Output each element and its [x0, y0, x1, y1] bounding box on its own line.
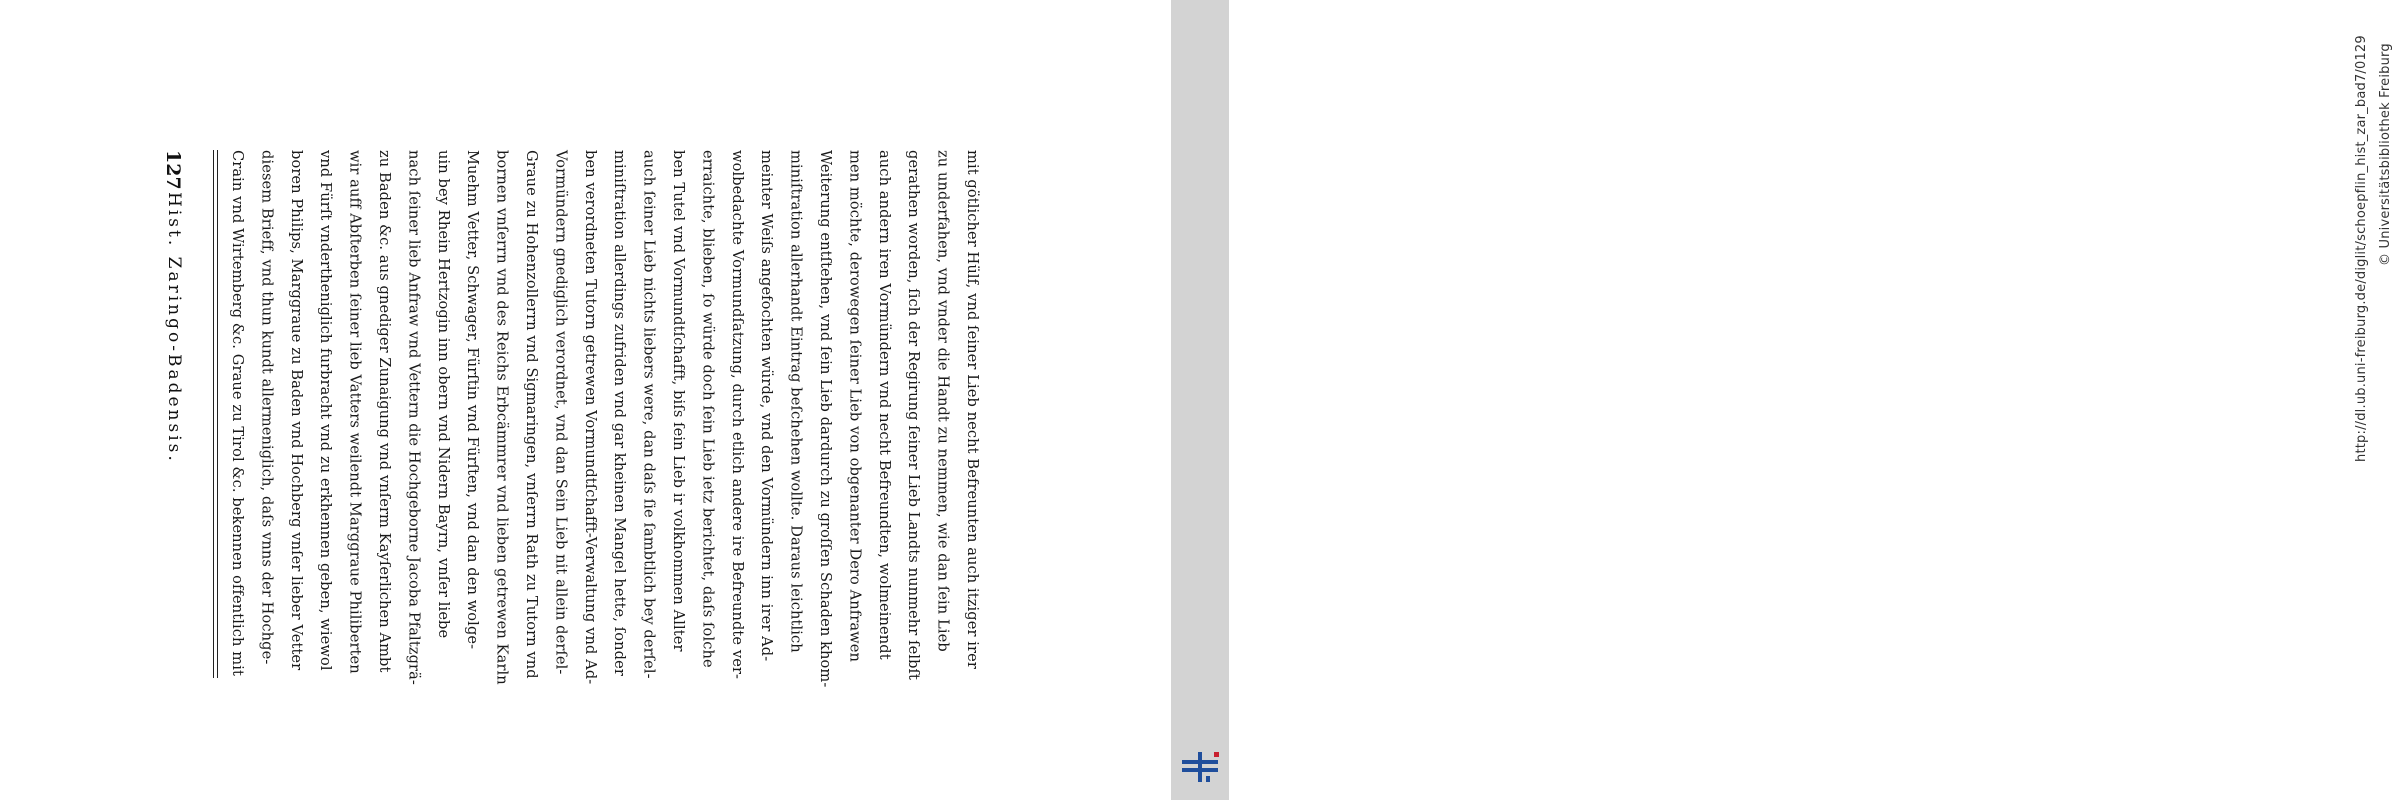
text-line: Weiterung entſtehen, vnd ſein Lieb dardurch zu groſſen Schaden khom- [817, 150, 834, 688]
ub-freiburg-logo-icon [1180, 748, 1224, 786]
text-line: gerathen worden, ſich der Regirung ſeiner Lieb Landts nunmehr ſelbſt [905, 150, 923, 681]
header-rule [213, 150, 218, 678]
library-side-strip [1171, 0, 2393, 800]
text-line: erraichte, blieben, ſo würde doch ſein Lieb ietz berichtet, daſs ſolche [699, 150, 717, 668]
text-line: Graue zu Hohenzollerrn vnd Sigmaringen, vnſerrn Rath zu Tutorn vnd [523, 150, 540, 679]
text-line: nach ſeiner lieb Anfraw vnd Vettern die Hochgeborne Jacoba Pfaltzgrä- [405, 150, 423, 685]
text-line: vnd Fürſt vndertheniglich furbracht vnd zu erkhennen geben, wiewol [317, 150, 335, 671]
text-line: Crain vnd Wirtemberg &c. Graue zu Tirol &c. bekennen offentlich mit [229, 150, 246, 676]
text-line: men möchte, derowegen ſeiner Lieb von obgenanter Dero Anfrawen [846, 150, 864, 662]
text-line: miniſtration allerdings zufriden vnd gar kheinen Mangel hette, ſonder [611, 150, 629, 676]
page-number: 127 [162, 150, 184, 190]
text-line: auch andern iren Vormündern vnd necht Befreundten, wolmeinendt [875, 150, 893, 660]
text-line: Muehm Vetter, Schwager, Fürſtin vnd Fürſten, vnd dan den wolge- [464, 150, 482, 650]
text-line: ben verordneten Tutorn getrewen Vormundtſchafft-Verwaltung vnd Ad- [581, 150, 599, 685]
text-line: auch ſeiner Lieb nichts liebers were, dan daſs ſie ſambtlich bey derſel- [640, 150, 658, 679]
text-line: zu Baden &c. aus gnediger Zunaigung vnd vnſerm Kayſerlichen Ambt [376, 150, 393, 673]
text-line: miniſtration allerhandt Eintrag beſchehen wollte. Daraus leichtlich [787, 150, 805, 653]
text-line: uin bey Rhein Hertzogin inn obern vnd Nidern Bayrn, vnſer liebe [434, 150, 452, 639]
text-line: diesem Brieff, vnd thun kundt allermeniglich, daſs vnns der Hochge- [258, 150, 276, 665]
text-line: boren Philips, Marggraue zu Baden vnd Hochberg vnſer lieber Vetter [287, 150, 305, 671]
text-line: wir auff Abſterben ſeiner lieb Vatters weilendt Marggraue Philiberten [346, 150, 364, 674]
copyright-notice: © Universitätsbibliothek Freiburg [2378, 43, 2393, 266]
text-line: mit götlicher Hülf, vnd ſeiner Lieb necht Befreunten auch itziger irer [964, 150, 981, 669]
running-head: Hist. Zaringo-Badensis. [164, 192, 184, 464]
text-line: zu underfahen, vnd vnder die Handt zu nemmen, wie dan ſein Lieb [934, 150, 952, 652]
scanned-page [0, 0, 1171, 800]
text-line: ben Tutel vnd Vormundtſchafft, biſs ſein Lieb ir volkhommen Allter [670, 150, 687, 652]
text-line: wolbedachte Vormundſatzung, durch etlich andere ire Befreundte ver- [728, 150, 746, 680]
text-line: Vormündern gnediglich verordnet, vnd dan Sein Lieb nit allein derſel- [552, 150, 570, 675]
text-line: bornen vnſerrn vnd des Reichs Erbcämmrer vnd lieben getrewen Karln [493, 150, 511, 685]
text-line: meinter Weiſs angefochten würde, vnd den Vormündern inn irer Ad- [758, 150, 776, 662]
source-url-link[interactable]: http://dl.ub.uni-freiburg.de/diglit/schoepflin_hist_zar_bad7/0129 [2354, 35, 2369, 462]
